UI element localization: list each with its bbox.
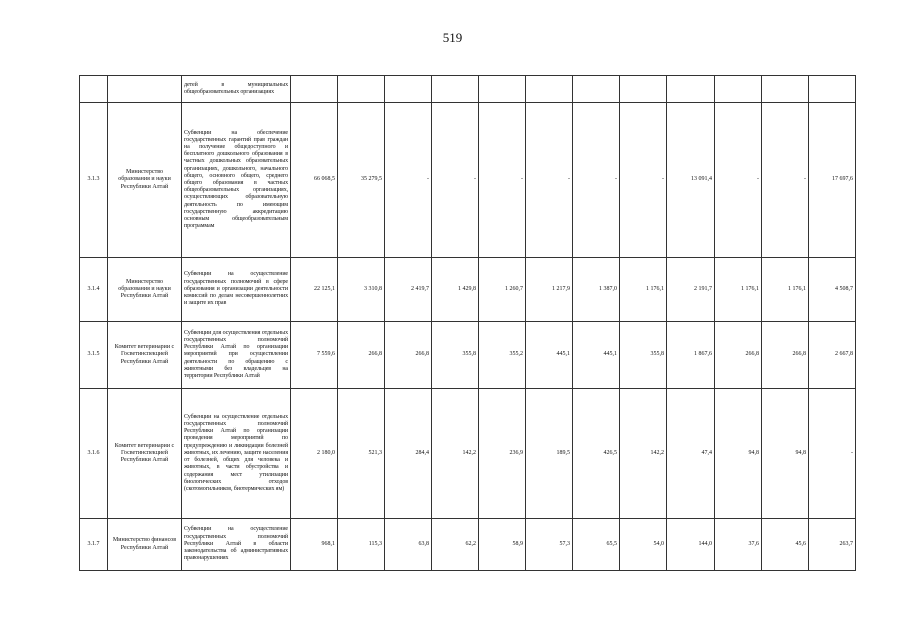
value-cell: -: [526, 103, 573, 258]
organization-cell: Комитет ветеринарии с Госветинспекцией Республики Алтай: [108, 389, 182, 519]
table-row: [80, 389, 856, 519]
description-cell: Субвенции на осуществление отдельных государственных полномочий Республики Алтай по организации проведения мероприятий по предупреждению и ликвидации болезней животных, их лечению, защите населения от болезней, общих для человека и животных, в части обустройства и содержания мест утилизации биологических отходов (скотомогильников, биотермических ям): [182, 389, 291, 519]
budget-table: [79, 75, 856, 571]
value-cell: [620, 76, 667, 103]
value-cell: 57,3: [526, 519, 573, 571]
table-row: [80, 519, 856, 571]
value-cell: 266,8: [762, 322, 809, 389]
value-cell: 1 867,6: [667, 322, 715, 389]
value-cell: [291, 76, 338, 103]
value-cell: 1 217,9: [526, 258, 573, 322]
value-cell: 94,8: [715, 389, 762, 519]
value-cell: 63,8: [385, 519, 432, 571]
page-number: 519: [442, 30, 463, 45]
value-cell: 266,8: [715, 322, 762, 389]
value-cell: 1 176,1: [715, 258, 762, 322]
value-cell: [715, 76, 762, 103]
value-cell: -: [385, 103, 432, 258]
value-cell: [667, 76, 715, 103]
row-number-cell: 3.1.7: [80, 519, 108, 571]
value-cell: 445,1: [526, 322, 573, 389]
row-number-cell: 3.1.6: [80, 389, 108, 519]
value-cell: 2 191,7: [667, 258, 715, 322]
value-cell: 355,2: [479, 322, 526, 389]
value-cell: 263,7: [809, 519, 856, 571]
value-cell: [432, 76, 479, 103]
value-cell: 189,5: [526, 389, 573, 519]
value-cell: -: [432, 103, 479, 258]
description-cell: Субвенции для осуществления отдельных государственных полномочий Республики Алтай по организации мероприятий при осуществлении деятельности по обращению с животными без владельцев на территории Республики Алтай: [182, 322, 291, 389]
value-cell: -: [809, 389, 856, 519]
value-cell: -: [479, 103, 526, 258]
value-cell: 1 176,1: [762, 258, 809, 322]
value-cell: 445,1: [573, 322, 620, 389]
value-cell: 142,2: [620, 389, 667, 519]
table-row: [80, 103, 856, 258]
value-cell: 65,5: [573, 519, 620, 571]
value-cell: 1 260,7: [479, 258, 526, 322]
value-cell: 4 508,7: [809, 258, 856, 322]
value-cell: 115,3: [338, 519, 385, 571]
value-cell: -: [762, 103, 809, 258]
row-number-cell: 3.1.5: [80, 322, 108, 389]
value-cell: [573, 76, 620, 103]
value-cell: 144,0: [667, 519, 715, 571]
table-row: [80, 322, 856, 389]
organization-cell: Министерство финансов Республики Алтай: [108, 519, 182, 571]
value-cell: [526, 76, 573, 103]
value-cell: 355,8: [620, 322, 667, 389]
value-cell: 284,4: [385, 389, 432, 519]
row-number-cell: [80, 76, 108, 103]
value-cell: 1 176,1: [620, 258, 667, 322]
value-cell: 1 387,0: [573, 258, 620, 322]
value-cell: 37,6: [715, 519, 762, 571]
value-cell: 426,5: [573, 389, 620, 519]
value-cell: 54,0: [620, 519, 667, 571]
value-cell: [762, 76, 809, 103]
organization-cell: Министерство образования и науки Республики Алтай: [108, 258, 182, 322]
value-cell: 94,8: [762, 389, 809, 519]
value-cell: 355,8: [432, 322, 479, 389]
organization-cell: Министерство образования и науки Республики Алтай: [108, 103, 182, 258]
value-cell: 58,9: [479, 519, 526, 571]
organization-cell: Комитет ветеринарии с Госветинспекцией Республики Алтай: [108, 322, 182, 389]
description-cell: Субвенции на осуществление государственных полномочий в сфере образования и организации деятельности комиссий по делам несовершеннолетних и защите их прав: [182, 258, 291, 322]
value-cell: -: [573, 103, 620, 258]
value-cell: 17 697,6: [809, 103, 856, 258]
value-cell: 2 180,0: [291, 389, 338, 519]
value-cell: 62,2: [432, 519, 479, 571]
value-cell: [338, 76, 385, 103]
value-cell: 1 429,8: [432, 258, 479, 322]
value-cell: [479, 76, 526, 103]
value-cell: 7 559,6: [291, 322, 338, 389]
table-row: [80, 258, 856, 322]
value-cell: -: [620, 103, 667, 258]
value-cell: 45,6: [762, 519, 809, 571]
value-cell: 22 125,1: [291, 258, 338, 322]
description-cell: Субвенции на осуществление государственных полномочий Республики Алтай в области законодательства об административных правонарушениях: [182, 519, 291, 571]
value-cell: 236,9: [479, 389, 526, 519]
organization-cell: [108, 76, 182, 103]
description-cell: детей в муниципальных общеобразовательных организациях: [182, 76, 291, 103]
value-cell: 13 091,4: [667, 103, 715, 258]
description-cell: Субвенции на обеспечение государственных гарантий прав граждан на получение общедоступного и бесплатного дошкольного образования в частных дошкольных образовательных организациях, дошкольного, начального общего, основного общего, среднего общего образования в частных общеобразовательных организациях, осуществляющих образовательную деятельность по имеющим государственную аккредитацию основным общеобразовательным программам: [182, 103, 291, 258]
value-cell: -: [715, 103, 762, 258]
value-cell: 266,8: [385, 322, 432, 389]
value-cell: 66 068,5: [291, 103, 338, 258]
value-cell: 521,3: [338, 389, 385, 519]
value-cell: 2 419,7: [385, 258, 432, 322]
value-cell: 142,2: [432, 389, 479, 519]
value-cell: [809, 76, 856, 103]
value-cell: 2 667,8: [809, 322, 856, 389]
value-cell: 968,1: [291, 519, 338, 571]
row-number-cell: 3.1.3: [80, 103, 108, 258]
row-number-cell: 3.1.4: [80, 258, 108, 322]
value-cell: 47,4: [667, 389, 715, 519]
table-row: [80, 76, 856, 103]
value-cell: 3 310,8: [338, 258, 385, 322]
value-cell: [385, 76, 432, 103]
value-cell: 266,8: [338, 322, 385, 389]
value-cell: 35 279,5: [338, 103, 385, 258]
